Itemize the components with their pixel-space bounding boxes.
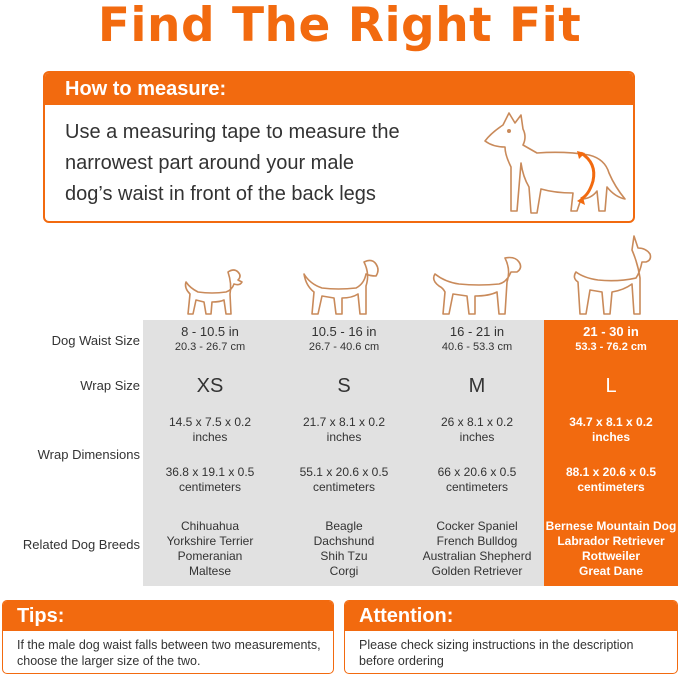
breeds-l (544, 519, 678, 579)
how-to-measure-heading: How to measure: (45, 73, 633, 105)
measure-line: narrowest part around your male (65, 152, 355, 174)
breed-name: Pomeranian (177, 549, 243, 563)
dimension-unit: centimeters (577, 480, 645, 494)
attention-heading: Attention: (345, 601, 677, 631)
dimension-value: 21.7 x 8.1 x 0.2 (302, 415, 386, 429)
row-label-breeds: Related Dog Breeds (22, 537, 140, 552)
dimensions-inches-s (277, 415, 411, 445)
dimensions-cm-l (544, 465, 678, 495)
dimensions-inches-xs (143, 415, 277, 445)
dimensions-cm-m (410, 465, 544, 495)
row-label-waist: Dog Waist Size (51, 333, 140, 348)
dimension-value: 36.8 x 19.1 x 0.5 (165, 465, 255, 479)
dimension-value: 34.7 x 8.1 x 0.2 (569, 415, 653, 429)
dimension-unit: inches (326, 430, 362, 444)
breed-name: Great Dane (578, 564, 644, 578)
attention-panel (344, 600, 678, 674)
waist-inches: 21 - 30 in (583, 324, 639, 339)
breeds-m (410, 519, 544, 579)
measure-line: Use a measuring tape to measure the (65, 121, 400, 143)
dimension-unit: centimeters (445, 480, 509, 494)
wrap-size-s: S (337, 375, 351, 397)
breed-name: Labrador Retriever (557, 534, 665, 548)
waist-cell-s (277, 324, 411, 354)
tips-panel (2, 600, 334, 674)
wrap-size-l: L (605, 375, 617, 397)
waist-centimeters: 53.3 - 76.2 cm (575, 341, 647, 353)
row-label-wrap-size: Wrap Size (80, 378, 140, 393)
dimension-unit: inches (459, 430, 495, 444)
waist-centimeters: 20.3 - 26.7 cm (174, 341, 246, 353)
dimension-value: 14.5 x 7.5 x 0.2 (168, 415, 252, 429)
how-to-measure-text (65, 117, 465, 210)
dimensions-cm-xs (143, 465, 277, 495)
breed-name: Corgi (329, 564, 359, 578)
breed-name: French Bulldog (436, 534, 518, 548)
waist-centimeters: 40.6 - 53.3 cm (441, 341, 513, 353)
breed-name: Yorkshire Terrier (166, 534, 254, 548)
row-label-wrap-dimensions: Wrap Dimensions (37, 447, 140, 462)
dimensions-cm-s (277, 465, 411, 495)
breed-name: Shih Tzu (320, 549, 368, 563)
small-dog-icon (176, 264, 246, 318)
dimension-value: 66 x 20.6 x 0.5 (437, 465, 517, 479)
dimension-unit: centimeters (312, 480, 376, 494)
breed-name: Beagle (325, 519, 363, 533)
dimension-value: 26 x 8.1 x 0.2 (440, 415, 514, 429)
breed-name: Australian Shepherd (422, 549, 532, 563)
breed-name: Rottweiler (581, 549, 640, 563)
waist-cell-m (410, 324, 544, 354)
breeds-s (277, 519, 411, 579)
tips-text: If the male dog waist falls between two measurements, choose the larger size of the two. (17, 638, 321, 668)
waist-cell-xs (143, 324, 277, 354)
large-dog-icon (427, 252, 527, 318)
breed-name: Bernese Mountain Dog (545, 519, 677, 533)
giant-dog-icon (566, 234, 656, 318)
dog-measure-icon (465, 107, 635, 223)
breed-name: Chihuahua (180, 519, 240, 533)
attention-text: Please check sizing instructions in the description before ordering (359, 638, 634, 668)
waist-cell-l (544, 324, 678, 354)
dimension-value: 88.1 x 20.6 x 0.5 (565, 465, 657, 479)
breed-name: Golden Retriever (431, 564, 523, 578)
waist-inches: 8 - 10.5 in (181, 324, 239, 339)
waist-inches: 10.5 - 16 in (311, 324, 377, 339)
dimensions-inches-l (544, 415, 678, 445)
tips-heading: Tips: (3, 601, 333, 631)
dimensions-inches-m (410, 415, 544, 445)
dimension-unit: centimeters (178, 480, 242, 494)
breed-name: Dachshund (313, 534, 375, 548)
dimension-unit: inches (192, 430, 228, 444)
dimension-unit: inches (591, 430, 630, 444)
wrap-size-xs: XS (196, 375, 224, 397)
waist-inches: 16 - 21 in (449, 324, 505, 339)
breeds-xs (143, 519, 277, 579)
waist-centimeters: 26.7 - 40.6 cm (308, 341, 380, 353)
wrap-size-m: M (468, 375, 486, 397)
measure-line: dog’s waist in front of the back legs (65, 183, 376, 205)
breed-name: Maltese (188, 564, 232, 578)
dimension-value: 55.1 x 20.6 x 0.5 (299, 465, 389, 479)
breed-name: Cocker Spaniel (436, 519, 518, 533)
medium-dog-icon (300, 256, 386, 318)
how-to-measure-panel (43, 71, 635, 223)
page-title: Find The Right Fit (97, 0, 582, 53)
